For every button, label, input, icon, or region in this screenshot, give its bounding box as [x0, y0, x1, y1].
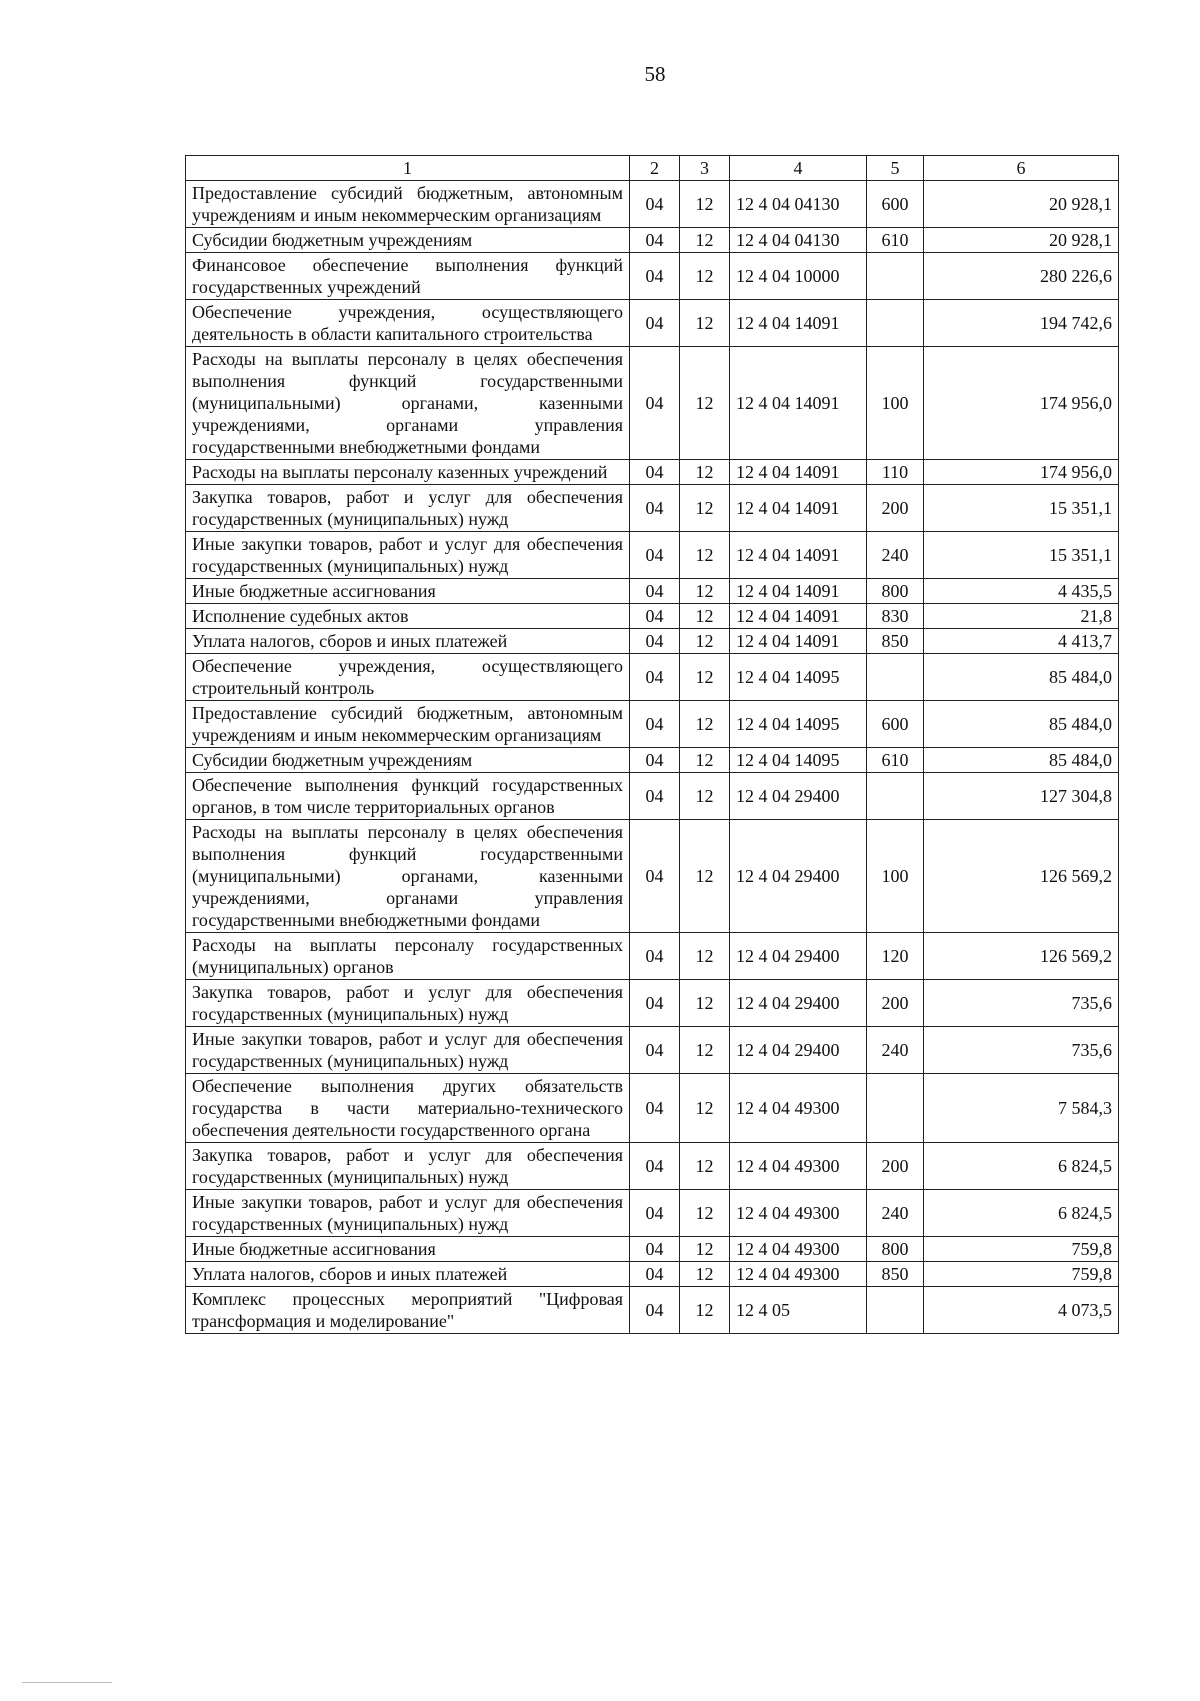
section-code: 04	[630, 532, 680, 579]
target-article-code: 12 4 04 04130	[730, 228, 867, 253]
target-article-code: 12 4 04 29400	[730, 933, 867, 980]
subsection-code: 12	[680, 820, 730, 933]
section-code: 04	[630, 980, 680, 1027]
subsection-code: 12	[680, 701, 730, 748]
subsection-code: 12	[680, 460, 730, 485]
target-article-code: 12 4 04 49300	[730, 1190, 867, 1237]
row-description: Обеспечение учреждения, осуществляющего деятельность в области капитального строительства	[186, 300, 630, 347]
row-description: Иные закупки товаров, работ и услуг для обеспечения государственных (муниципальных) нужд	[186, 1190, 630, 1237]
table-row	[186, 532, 1119, 579]
section-code: 04	[630, 228, 680, 253]
section-code: 04	[630, 629, 680, 654]
subsection-code: 12	[680, 1190, 730, 1237]
section-code: 04	[630, 485, 680, 532]
subsection-code: 12	[680, 1143, 730, 1190]
page-number: 58	[644, 62, 666, 86]
section-code: 04	[630, 1237, 680, 1262]
row-description: Предоставление субсидий бюджетным, автономным учреждениям и иным некоммерческим организациям	[186, 701, 630, 748]
target-article-code: 12 4 04 14091	[730, 347, 867, 460]
target-article-code: 12 4 04 49300	[730, 1262, 867, 1287]
section-code: 04	[630, 579, 680, 604]
amount: 7 584,3	[924, 1074, 1119, 1143]
row-description: Закупка товаров, работ и услуг для обеспечения государственных (муниципальных) нужд	[186, 1143, 630, 1190]
amount: 20 928,1	[924, 228, 1119, 253]
table-row	[186, 820, 1119, 933]
expense-type-code: 800	[867, 1237, 924, 1262]
target-article-code: 12 4 04 14095	[730, 748, 867, 773]
header-col-1: 1	[186, 156, 630, 181]
amount: 4 073,5	[924, 1287, 1119, 1334]
row-description: Обеспечение учреждения, осуществляющего строительный контроль	[186, 654, 630, 701]
expense-type-code: 200	[867, 485, 924, 532]
subsection-code: 12	[680, 1237, 730, 1262]
table-row	[186, 773, 1119, 820]
amount: 20 928,1	[924, 181, 1119, 228]
table-row	[186, 701, 1119, 748]
amount: 759,8	[924, 1237, 1119, 1262]
table-row	[186, 654, 1119, 701]
target-article-code: 12 4 04 14095	[730, 654, 867, 701]
subsection-code: 12	[680, 181, 730, 228]
expense-type-code	[867, 773, 924, 820]
row-description: Уплата налогов, сборов и иных платежей	[186, 629, 630, 654]
expense-type-code: 830	[867, 604, 924, 629]
table-row	[186, 1237, 1119, 1262]
target-article-code: 12 4 04 14091	[730, 460, 867, 485]
amount: 759,8	[924, 1262, 1119, 1287]
target-article-code: 12 4 04 14091	[730, 604, 867, 629]
table-row	[186, 1143, 1119, 1190]
expense-type-code: 200	[867, 1143, 924, 1190]
table-row	[186, 300, 1119, 347]
subsection-code: 12	[680, 532, 730, 579]
section-code: 04	[630, 181, 680, 228]
table-row	[186, 1190, 1119, 1237]
expense-type-code: 600	[867, 701, 924, 748]
section-code: 04	[630, 1074, 680, 1143]
target-article-code: 12 4 04 14091	[730, 532, 867, 579]
row-description: Комплекс процессных мероприятий "Цифровая трансформация и моделирование"	[186, 1287, 630, 1334]
subsection-code: 12	[680, 253, 730, 300]
target-article-code: 12 4 04 29400	[730, 980, 867, 1027]
subsection-code: 12	[680, 300, 730, 347]
section-code: 04	[630, 253, 680, 300]
row-description: Закупка товаров, работ и услуг для обеспечения государственных (муниципальных) нужд	[186, 980, 630, 1027]
section-code: 04	[630, 1287, 680, 1334]
expense-type-code	[867, 1287, 924, 1334]
row-description: Исполнение судебных актов	[186, 604, 630, 629]
row-description: Иные закупки товаров, работ и услуг для обеспечения государственных (муниципальных) нужд	[186, 532, 630, 579]
amount: 21,8	[924, 604, 1119, 629]
expense-type-code: 600	[867, 181, 924, 228]
section-code: 04	[630, 773, 680, 820]
subsection-code: 12	[680, 1027, 730, 1074]
section-code: 04	[630, 933, 680, 980]
table-row	[186, 748, 1119, 773]
target-article-code: 12 4 04 14091	[730, 300, 867, 347]
amount: 174 956,0	[924, 460, 1119, 485]
expense-type-code: 200	[867, 980, 924, 1027]
amount: 85 484,0	[924, 654, 1119, 701]
subsection-code: 12	[680, 579, 730, 604]
header-col-4: 4	[730, 156, 867, 181]
expense-type-code: 850	[867, 629, 924, 654]
amount: 735,6	[924, 980, 1119, 1027]
row-description: Обеспечение выполнения функций государственных органов, в том числе территориальных органов	[186, 773, 630, 820]
target-article-code: 12 4 04 29400	[730, 820, 867, 933]
table-row	[186, 228, 1119, 253]
target-article-code: 12 4 04 04130	[730, 181, 867, 228]
expense-type-code: 240	[867, 1027, 924, 1074]
expense-type-code	[867, 654, 924, 701]
row-description: Расходы на выплаты персоналу казенных учреждений	[186, 460, 630, 485]
section-code: 04	[630, 1190, 680, 1237]
amount: 4 413,7	[924, 629, 1119, 654]
row-description: Расходы на выплаты персоналу в целях обеспечения выполнения функций государственными (муниципальными) органами, казенными учреждениями, органами управления государственными внебюджетными фондами	[186, 347, 630, 460]
section-code: 04	[630, 820, 680, 933]
expense-type-code: 240	[867, 1190, 924, 1237]
target-article-code: 12 4 04 29400	[730, 773, 867, 820]
subsection-code: 12	[680, 654, 730, 701]
header-col-2: 2	[630, 156, 680, 181]
amount: 6 824,5	[924, 1143, 1119, 1190]
subsection-code: 12	[680, 1074, 730, 1143]
target-article-code: 12 4 04 14091	[730, 485, 867, 532]
expense-type-code: 610	[867, 228, 924, 253]
target-article-code: 12 4 04 14091	[730, 629, 867, 654]
header-col-6: 6	[924, 156, 1119, 181]
expense-type-code: 100	[867, 820, 924, 933]
amount: 85 484,0	[924, 748, 1119, 773]
table-row	[186, 1074, 1119, 1143]
section-code: 04	[630, 300, 680, 347]
table-row	[186, 1027, 1119, 1074]
subsection-code: 12	[680, 604, 730, 629]
amount: 15 351,1	[924, 485, 1119, 532]
margin-mark	[22, 1682, 112, 1683]
subsection-code: 12	[680, 773, 730, 820]
row-description: Иные бюджетные ассигнования	[186, 1237, 630, 1262]
subsection-code: 12	[680, 347, 730, 460]
subsection-code: 12	[680, 228, 730, 253]
section-code: 04	[630, 1143, 680, 1190]
section-code: 04	[630, 748, 680, 773]
subsection-code: 12	[680, 629, 730, 654]
row-description: Расходы на выплаты персоналу в целях обеспечения выполнения функций государственными (муниципальными) органами, казенными учреждениями, органами управления государственными внебюджетными фондами	[186, 820, 630, 933]
table-row	[186, 629, 1119, 654]
table-row	[186, 181, 1119, 228]
expense-type-code: 100	[867, 347, 924, 460]
table-row	[186, 604, 1119, 629]
amount: 194 742,6	[924, 300, 1119, 347]
budget-table	[185, 155, 1119, 1334]
section-code: 04	[630, 604, 680, 629]
section-code: 04	[630, 460, 680, 485]
expense-type-code: 850	[867, 1262, 924, 1287]
section-code: 04	[630, 654, 680, 701]
table-row	[186, 253, 1119, 300]
section-code: 04	[630, 701, 680, 748]
table-row	[186, 347, 1119, 460]
amount: 4 435,5	[924, 579, 1119, 604]
row-description: Субсидии бюджетным учреждениям	[186, 748, 630, 773]
row-description: Субсидии бюджетным учреждениям	[186, 228, 630, 253]
amount: 280 226,6	[924, 253, 1119, 300]
expense-type-code	[867, 1074, 924, 1143]
expense-type-code: 110	[867, 460, 924, 485]
target-article-code: 12 4 04 14091	[730, 579, 867, 604]
target-article-code: 12 4 04 10000	[730, 253, 867, 300]
header-col-5: 5	[867, 156, 924, 181]
row-description: Иные бюджетные ассигнования	[186, 579, 630, 604]
table-row	[186, 1287, 1119, 1334]
target-article-code: 12 4 04 49300	[730, 1143, 867, 1190]
subsection-code: 12	[680, 933, 730, 980]
row-description: Финансовое обеспечение выполнения функций государственных учреждений	[186, 253, 630, 300]
amount: 126 569,2	[924, 933, 1119, 980]
subsection-code: 12	[680, 748, 730, 773]
header-col-3: 3	[680, 156, 730, 181]
subsection-code: 12	[680, 1287, 730, 1334]
section-code: 04	[630, 347, 680, 460]
amount: 735,6	[924, 1027, 1119, 1074]
amount: 6 824,5	[924, 1190, 1119, 1237]
table-header-row	[186, 156, 1119, 181]
row-description: Расходы на выплаты персоналу государственных (муниципальных) органов	[186, 933, 630, 980]
table-row	[186, 933, 1119, 980]
table-row	[186, 980, 1119, 1027]
target-article-code: 12 4 04 49300	[730, 1074, 867, 1143]
target-article-code: 12 4 04 29400	[730, 1027, 867, 1074]
row-description: Обеспечение выполнения других обязательств государства в части материально-технического обеспечения деятельности государственного органа	[186, 1074, 630, 1143]
target-article-code: 12 4 05	[730, 1287, 867, 1334]
expense-type-code	[867, 253, 924, 300]
section-code: 04	[630, 1262, 680, 1287]
subsection-code: 12	[680, 980, 730, 1027]
row-description: Закупка товаров, работ и услуг для обеспечения государственных (муниципальных) нужд	[186, 485, 630, 532]
table-row	[186, 460, 1119, 485]
amount: 174 956,0	[924, 347, 1119, 460]
row-description: Уплата налогов, сборов и иных платежей	[186, 1262, 630, 1287]
amount: 127 304,8	[924, 773, 1119, 820]
expense-type-code: 610	[867, 748, 924, 773]
amount: 126 569,2	[924, 820, 1119, 933]
row-description: Иные закупки товаров, работ и услуг для обеспечения государственных (муниципальных) нужд	[186, 1027, 630, 1074]
target-article-code: 12 4 04 14095	[730, 701, 867, 748]
expense-type-code: 800	[867, 579, 924, 604]
expense-type-code	[867, 300, 924, 347]
subsection-code: 12	[680, 1262, 730, 1287]
target-article-code: 12 4 04 49300	[730, 1237, 867, 1262]
expense-type-code: 120	[867, 933, 924, 980]
table-row	[186, 1262, 1119, 1287]
amount: 15 351,1	[924, 532, 1119, 579]
row-description: Предоставление субсидий бюджетным, автономным учреждениям и иным некоммерческим организациям	[186, 181, 630, 228]
section-code: 04	[630, 1027, 680, 1074]
subsection-code: 12	[680, 485, 730, 532]
expense-type-code: 240	[867, 532, 924, 579]
table-row	[186, 579, 1119, 604]
table-row	[186, 485, 1119, 532]
amount: 85 484,0	[924, 701, 1119, 748]
